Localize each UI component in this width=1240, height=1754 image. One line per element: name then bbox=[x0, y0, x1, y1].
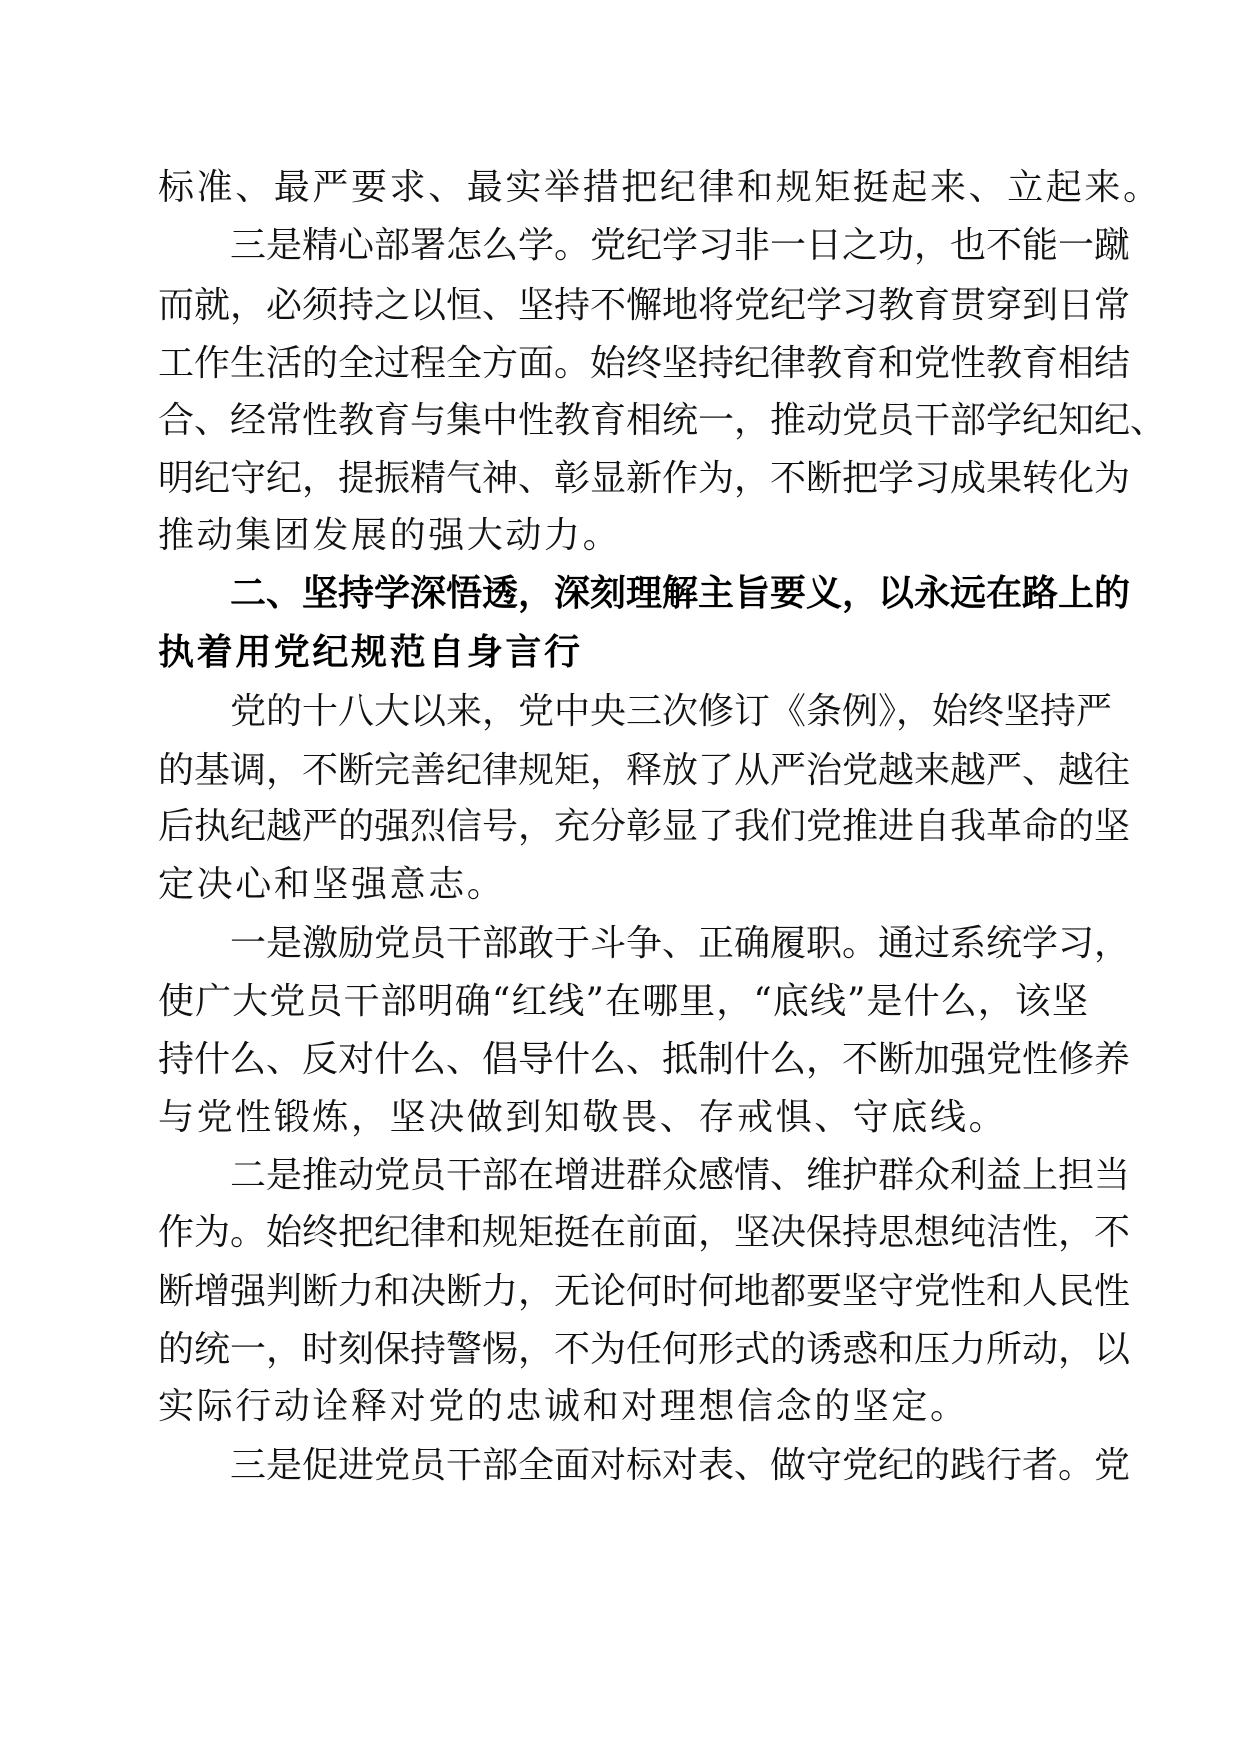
section-heading-line: 执着用党纪规范自身言行 bbox=[158, 632, 583, 673]
body-line: 的统一，时刻保持警惕，不为任何形式的诱惑和压力所动，以 bbox=[158, 1329, 1131, 1370]
body-line: 实际行动诠释对党的忠诚和对理想信念的坚定。 bbox=[158, 1386, 969, 1427]
body-line: 作为。始终把纪律和规矩挺在前面，坚决保持思想纯洁性，不 bbox=[158, 1212, 1131, 1253]
section-heading-line: 二、坚持学深悟透，深刻理解主旨要义，以永远在路上的 bbox=[230, 573, 1131, 614]
paragraph-first-line: 二是推动党员干部在增进群众感情、维护群众利益上担当 bbox=[230, 1155, 1131, 1196]
body-line: 定决心和坚强意志。 bbox=[158, 864, 506, 905]
body-line: 明纪守纪，提振精气神、彰显新作为，不断把学习成果转化为 bbox=[158, 458, 1131, 499]
paragraph-first-line: 三是精心部署怎么学。党纪学习非一日之功，也不能一蹴 bbox=[230, 225, 1131, 266]
body-line: 持什么、反对什么、倡导什么、抵制什么，不断加强党性修养 bbox=[158, 1039, 1131, 1080]
body-line: 合、经常性教育与集中性教育相统一，推动党员干部学纪知纪、 bbox=[158, 400, 1167, 441]
body-line: 使广大党员干部明确“红线”在哪里，“底线”是什么，该坚 bbox=[158, 981, 1088, 1022]
body-line: 工作生活的全过程全方面。始终坚持纪律教育和党性教育相结 bbox=[158, 343, 1131, 384]
body-line: 与党性锻炼，坚决做到知敬畏、存戒惧、守底线。 bbox=[158, 1097, 1008, 1138]
body-line: 后执纪越严的强烈信号，充分彰显了我们党推进自我革命的坚 bbox=[158, 806, 1131, 847]
body-line: 标准、最严要求、最实举措把纪律和规矩挺起来、立起来。 bbox=[158, 167, 1162, 208]
paragraph-first-line: 一是激励党员干部敢于斗争、正确履职。通过系统学习， bbox=[230, 923, 1131, 964]
paragraph-first-line: 党的十八大以来，党中央三次修订《条例》，始终坚持严 bbox=[230, 691, 1113, 732]
body-line: 推动集团发展的强大动力。 bbox=[158, 515, 622, 556]
body-line: 断增强判断力和决断力，无论何时何地都要坚守党性和人民性 bbox=[158, 1271, 1131, 1312]
body-line: 的基调，不断完善纪律规矩，释放了从严治党越来越严、越往 bbox=[158, 750, 1131, 791]
paragraph-first-line: 三是促进党员干部全面对标对表、做守党纪的践行者。党 bbox=[230, 1445, 1131, 1486]
body-line: 而就，必须持之以恒、坚持不懈地将党纪学习教育贯穿到日常 bbox=[158, 285, 1131, 326]
